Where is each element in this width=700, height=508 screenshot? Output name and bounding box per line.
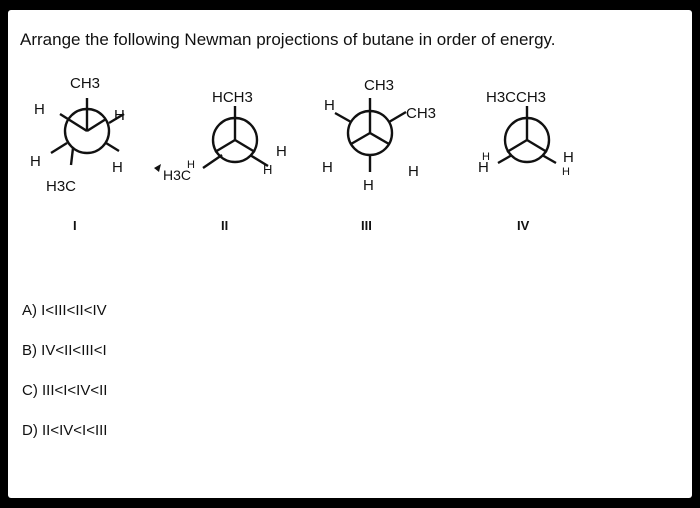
p2-lower-right-upper: H bbox=[276, 143, 287, 160]
projection-3-diagram bbox=[335, 98, 406, 172]
p3-top: CH3 bbox=[364, 77, 395, 94]
p1-back-lower-right: H bbox=[112, 159, 123, 176]
p1-back-lower-left: H3C bbox=[46, 178, 77, 195]
projection-2-diagram bbox=[203, 106, 268, 168]
p4-lower-right: H bbox=[563, 149, 574, 166]
option-b[interactable]: B) IV<II<III<I bbox=[22, 342, 107, 359]
p1-side-left-lower: H bbox=[30, 153, 41, 170]
option-c[interactable]: C) III<I<IV<II bbox=[22, 382, 108, 399]
p3-bottom: H bbox=[363, 177, 374, 194]
p4-numeral: IV bbox=[517, 218, 530, 233]
p3-upper-right: CH3 bbox=[406, 105, 437, 122]
p1-front-left: H bbox=[34, 101, 45, 118]
projection-4-diagram bbox=[498, 106, 556, 163]
option-a[interactable]: A) I<III<II<IV bbox=[22, 302, 107, 319]
p2-lower-left: H3C bbox=[163, 167, 192, 183]
answer-options bbox=[20, 296, 107, 446]
p2-numeral: II bbox=[221, 218, 229, 233]
p3-numeral: III bbox=[361, 218, 372, 233]
p2-lower-right-small: H bbox=[263, 162, 273, 177]
question-text: Arrange the following Newman projections of butane in order of energy. bbox=[20, 30, 556, 49]
p2-top: HCH3 bbox=[212, 89, 253, 106]
p3-lower-right: H bbox=[408, 163, 419, 180]
p4-lower-left-small: H bbox=[482, 151, 490, 163]
p1-numeral: I bbox=[73, 218, 77, 233]
p1-back-upper-right: H bbox=[114, 107, 125, 124]
p4-top: H3CCH3 bbox=[486, 89, 547, 106]
arrow-mark bbox=[154, 164, 161, 172]
newman-projections bbox=[8, 10, 692, 240]
question-card bbox=[8, 10, 692, 498]
p1-front-top: CH3 bbox=[70, 75, 101, 92]
p3-lower-left: H bbox=[322, 159, 333, 176]
p3-upper-left: H bbox=[324, 97, 335, 114]
option-d[interactable]: D) II<IV<I<III bbox=[22, 422, 108, 439]
p4-lower-right-small: H bbox=[562, 166, 570, 178]
p2-lower-left-small: H bbox=[187, 159, 195, 171]
p4-lower-left: H bbox=[478, 159, 489, 176]
